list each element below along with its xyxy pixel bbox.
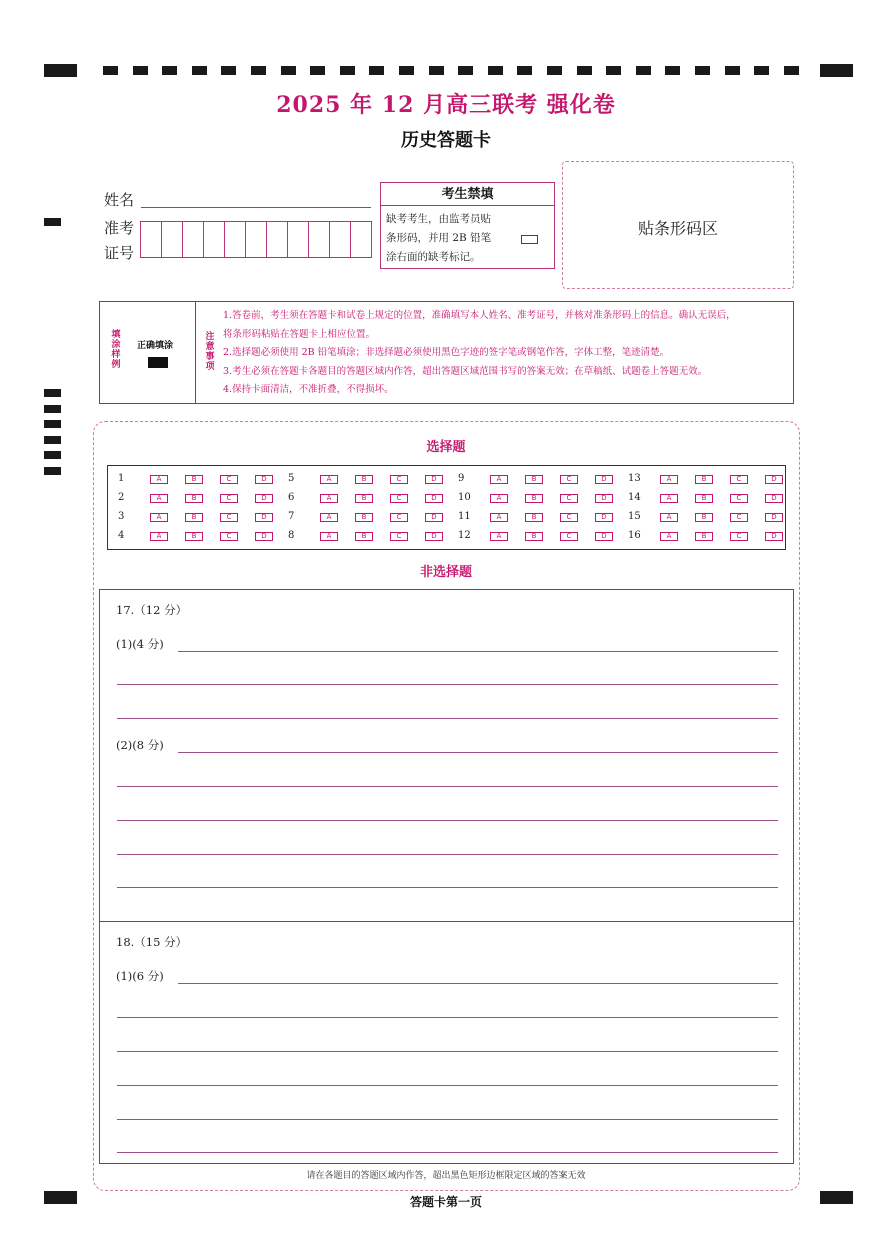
answer-bubble-13-d[interactable]: D (765, 475, 783, 484)
absent-line-2: 条形码，并用 2B 铅笔 (386, 232, 492, 244)
timing-mark (310, 66, 325, 75)
barcode-area (562, 161, 794, 289)
id-digit-box[interactable] (204, 222, 225, 257)
side-timing-mark (44, 420, 61, 428)
page-number: 答题卡第一页 (409, 1195, 482, 1209)
q18-header: 18.（15 分） (116, 935, 188, 949)
id-digit-box[interactable] (246, 222, 267, 257)
q17-part1-label: (1)(4 分) (116, 637, 164, 651)
answer-bubble-2-a[interactable]: A (150, 494, 168, 503)
answer-bubble-16-c[interactable]: C (730, 532, 748, 541)
timing-mark (399, 66, 414, 75)
id-label-line2: 证号 (104, 244, 135, 262)
timing-mark (577, 66, 592, 75)
answer-bubble-15-a[interactable]: A (660, 513, 678, 522)
timing-mark (103, 66, 118, 75)
answer-bubble-10-a[interactable]: A (490, 494, 508, 503)
answer-bubble-14-c[interactable]: C (730, 494, 748, 503)
rule-line: 3.考生必须在答题卡各题目的答题区域内作答，超出答题区域范围书写的答案无效；在草稿纸、试题卷上答题无效。 (223, 365, 708, 377)
answer-bubble-13-a[interactable]: A (660, 475, 678, 484)
timing-mark (429, 66, 444, 75)
answer-line[interactable] (178, 651, 778, 652)
barcode-label: 贴条形码区 (637, 219, 718, 238)
answer-bubble-4-a[interactable]: A (150, 532, 168, 541)
answer-bubble-6-a[interactable]: A (320, 494, 338, 503)
answer-bubble-3-a[interactable]: A (150, 513, 168, 522)
non-choice-section-title: 非选择题 (419, 565, 472, 580)
answer-bubble-6-c[interactable]: C (390, 494, 408, 503)
q17-part2-label: (2)(8 分) (116, 738, 164, 752)
answer-line[interactable] (117, 854, 778, 855)
question-number: 5 (288, 473, 295, 484)
question-number: 4 (118, 530, 125, 541)
answer-bubble-3-b[interactable]: B (185, 513, 203, 522)
answer-bubble-16-b[interactable]: B (695, 532, 713, 541)
timing-mark (369, 66, 384, 75)
answer-bubble-12-c[interactable]: C (560, 532, 578, 541)
answer-bubble-10-d[interactable]: D (595, 494, 613, 503)
id-label-line1: 准考 (104, 219, 135, 237)
id-digit-box[interactable] (288, 222, 309, 257)
answer-bubble-5-c[interactable]: C (390, 475, 408, 484)
answer-bubble-4-d[interactable]: D (255, 532, 273, 541)
answer-bubble-1-a[interactable]: A (150, 475, 168, 484)
answer-bubble-8-b[interactable]: B (355, 532, 373, 541)
timing-mark (725, 66, 740, 75)
id-digit-box[interactable] (162, 222, 183, 257)
question-number: 12 (458, 530, 471, 541)
question-number: 2 (118, 492, 125, 503)
absent-line-3: 涂右面的缺考标记。 (386, 251, 481, 263)
answer-bubble-7-a[interactable]: A (320, 513, 338, 522)
timing-mark (162, 66, 177, 75)
timing-mark (221, 66, 236, 75)
answer-bubble-12-d[interactable]: D (595, 532, 613, 541)
answer-line[interactable] (117, 786, 778, 787)
timing-mark (488, 66, 503, 75)
answer-bubble-7-b[interactable]: B (355, 513, 373, 522)
rule-line: 2.选择题必须使用 2B 铅笔填涂；非选择题必须使用黑色字迹的签字笔或钢笔作答，字体工整，笔迹清楚。 (223, 347, 670, 358)
answer-bubble-4-c[interactable]: C (220, 532, 238, 541)
id-digit-box[interactable] (309, 222, 330, 257)
answer-bubble-14-a[interactable]: A (660, 494, 678, 503)
timing-mark (458, 66, 473, 75)
answer-bubble-13-b[interactable]: B (695, 475, 713, 484)
rule-line: 将条形码粘贴在答题卡上相应位置。 (223, 328, 376, 340)
id-digit-box[interactable] (267, 222, 288, 257)
side-timing-mark (44, 389, 61, 397)
side-timing-mark (44, 405, 61, 413)
page-subtitle: 历史答题卡 (401, 130, 491, 151)
answer-bubble-1-d[interactable]: D (255, 475, 273, 484)
timing-mark (192, 66, 207, 75)
q18-part1-label: (1)(6 分) (116, 969, 164, 983)
q17-answer-box (99, 589, 794, 922)
answer-bubble-3-c[interactable]: C (220, 513, 238, 522)
notice-divider (195, 302, 196, 403)
answer-bubble-12-b[interactable]: B (525, 532, 543, 541)
rules-label: 注 意 事 项 (205, 332, 215, 372)
absent-line-1: 缺考考生，由监考员贴 (386, 213, 491, 225)
side-mark (44, 218, 61, 226)
answer-bubble-8-d[interactable]: D (425, 532, 443, 541)
question-number: 11 (458, 511, 471, 522)
rule-line: 4.保持卡面清洁，不准折叠，不得损坏。 (223, 384, 394, 395)
id-digit-box[interactable] (183, 222, 204, 257)
question-number: 6 (288, 492, 295, 503)
answer-bubble-1-c[interactable]: C (220, 475, 238, 484)
name-label: 姓名 (104, 191, 135, 209)
answer-line[interactable] (117, 1017, 778, 1018)
answer-bubble-10-c[interactable]: C (560, 494, 578, 503)
footer-note: 请在各题目的答题区域内作答，超出黑色矩形边框限定区域的答案无效 (306, 1171, 586, 1181)
answer-bubble-13-c[interactable]: C (730, 475, 748, 484)
timing-mark (754, 66, 769, 75)
timing-mark (340, 66, 355, 75)
answer-bubble-11-b[interactable]: B (525, 513, 543, 522)
answer-bubble-10-b[interactable]: B (525, 494, 543, 503)
correct-fill-label: 正确填涂 (137, 341, 174, 351)
question-number: 3 (118, 511, 125, 522)
question-number: 10 (458, 492, 471, 503)
id-digit-box[interactable] (225, 222, 246, 257)
timing-mark (517, 66, 532, 75)
answer-bubble-15-d[interactable]: D (765, 513, 783, 522)
answer-line[interactable] (117, 820, 778, 821)
answer-bubble-1-b[interactable]: B (185, 475, 203, 484)
answer-bubble-6-b[interactable]: B (355, 494, 373, 503)
answer-bubble-14-d[interactable]: D (765, 494, 783, 503)
question-number: 15 (628, 511, 641, 522)
answer-bubble-2-d[interactable]: D (255, 494, 273, 503)
absent-instructions (386, 210, 512, 267)
sample-label: 填 涂 样 例 (111, 330, 121, 370)
answer-line[interactable] (178, 752, 778, 753)
timing-mark (281, 66, 296, 75)
answer-bubble-16-d[interactable]: D (765, 532, 783, 541)
id-digit-box[interactable] (141, 222, 162, 257)
timing-mark (665, 66, 680, 75)
page-title: 2025 年 12 月高三联考 强化卷 (276, 92, 616, 118)
side-timing-mark (44, 467, 61, 475)
answer-line[interactable] (117, 718, 778, 719)
question-number: 1 (118, 473, 125, 484)
timing-mark (133, 66, 148, 75)
q17-header: 17.（12 分） (116, 603, 188, 617)
answer-line[interactable] (117, 1119, 778, 1120)
id-digit-box[interactable] (351, 222, 371, 257)
answer-bubble-8-a[interactable]: A (320, 532, 338, 541)
timing-mark (251, 66, 266, 75)
answer-line[interactable] (178, 983, 778, 984)
answer-bubble-9-a[interactable]: A (490, 475, 508, 484)
answer-bubble-12-a[interactable]: A (490, 532, 508, 541)
answer-bubble-7-d[interactable]: D (425, 513, 443, 522)
question-number: 8 (288, 530, 295, 541)
mc-section-title: 选择题 (426, 440, 466, 455)
answer-bubble-2-b[interactable]: B (185, 494, 203, 503)
answer-bubble-16-a[interactable]: A (660, 532, 678, 541)
timing-mark (784, 66, 799, 75)
rule-line: 1.答卷前，考生须在答题卡和试卷上规定的位置，准确填写本人姓名、准考证号，并核对准条形码上的信息。确认无误后， (223, 310, 736, 321)
question-number: 13 (628, 473, 641, 484)
mc-grid (107, 465, 786, 550)
answer-bubble-5-d[interactable]: D (425, 475, 443, 484)
absent-title: 考生禁填 (381, 183, 554, 206)
answer-bubble-15-c[interactable]: C (730, 513, 748, 522)
answer-line[interactable] (117, 1085, 778, 1086)
answer-bubble-14-b[interactable]: B (695, 494, 713, 503)
timing-mark (695, 66, 710, 75)
timing-mark (547, 66, 562, 75)
answer-bubble-5-b[interactable]: B (355, 475, 373, 484)
absent-mark-box[interactable] (521, 235, 538, 244)
corner-mark-top-right (820, 64, 853, 77)
answer-line[interactable] (117, 887, 778, 888)
timing-mark (606, 66, 621, 75)
answer-bubble-3-d[interactable]: D (255, 513, 273, 522)
notice-panel (99, 301, 794, 404)
id-digit-box[interactable] (330, 222, 351, 257)
rules-list (223, 307, 788, 400)
answer-bubble-11-c[interactable]: C (560, 513, 578, 522)
answer-line[interactable] (117, 1051, 778, 1052)
answer-line[interactable] (117, 684, 778, 685)
timing-mark (636, 66, 651, 75)
answer-bubble-2-c[interactable]: C (220, 494, 238, 503)
correct-fill-swatch (148, 357, 168, 368)
answer-bubble-9-d[interactable]: D (595, 475, 613, 484)
corner-mark-top-left (44, 64, 77, 77)
question-number: 16 (628, 530, 641, 541)
question-number: 7 (288, 511, 295, 522)
answer-bubble-8-c[interactable]: C (390, 532, 408, 541)
question-number: 14 (628, 492, 641, 503)
exam-id-boxes[interactable] (140, 221, 372, 258)
answer-bubble-11-a[interactable]: A (490, 513, 508, 522)
answer-bubble-4-b[interactable]: B (185, 532, 203, 541)
name-field[interactable] (141, 207, 371, 208)
answer-bubble-6-d[interactable]: D (425, 494, 443, 503)
answer-bubble-15-b[interactable]: B (695, 513, 713, 522)
question-number: 9 (458, 473, 465, 484)
answer-bubble-9-b[interactable]: B (525, 475, 543, 484)
answer-bubble-7-c[interactable]: C (390, 513, 408, 522)
answer-line[interactable] (117, 1152, 778, 1153)
answer-bubble-5-a[interactable]: A (320, 475, 338, 484)
answer-bubble-9-c[interactable]: C (560, 475, 578, 484)
absent-panel (380, 182, 555, 269)
q18-answer-box (99, 921, 794, 1164)
answer-bubble-11-d[interactable]: D (595, 513, 613, 522)
